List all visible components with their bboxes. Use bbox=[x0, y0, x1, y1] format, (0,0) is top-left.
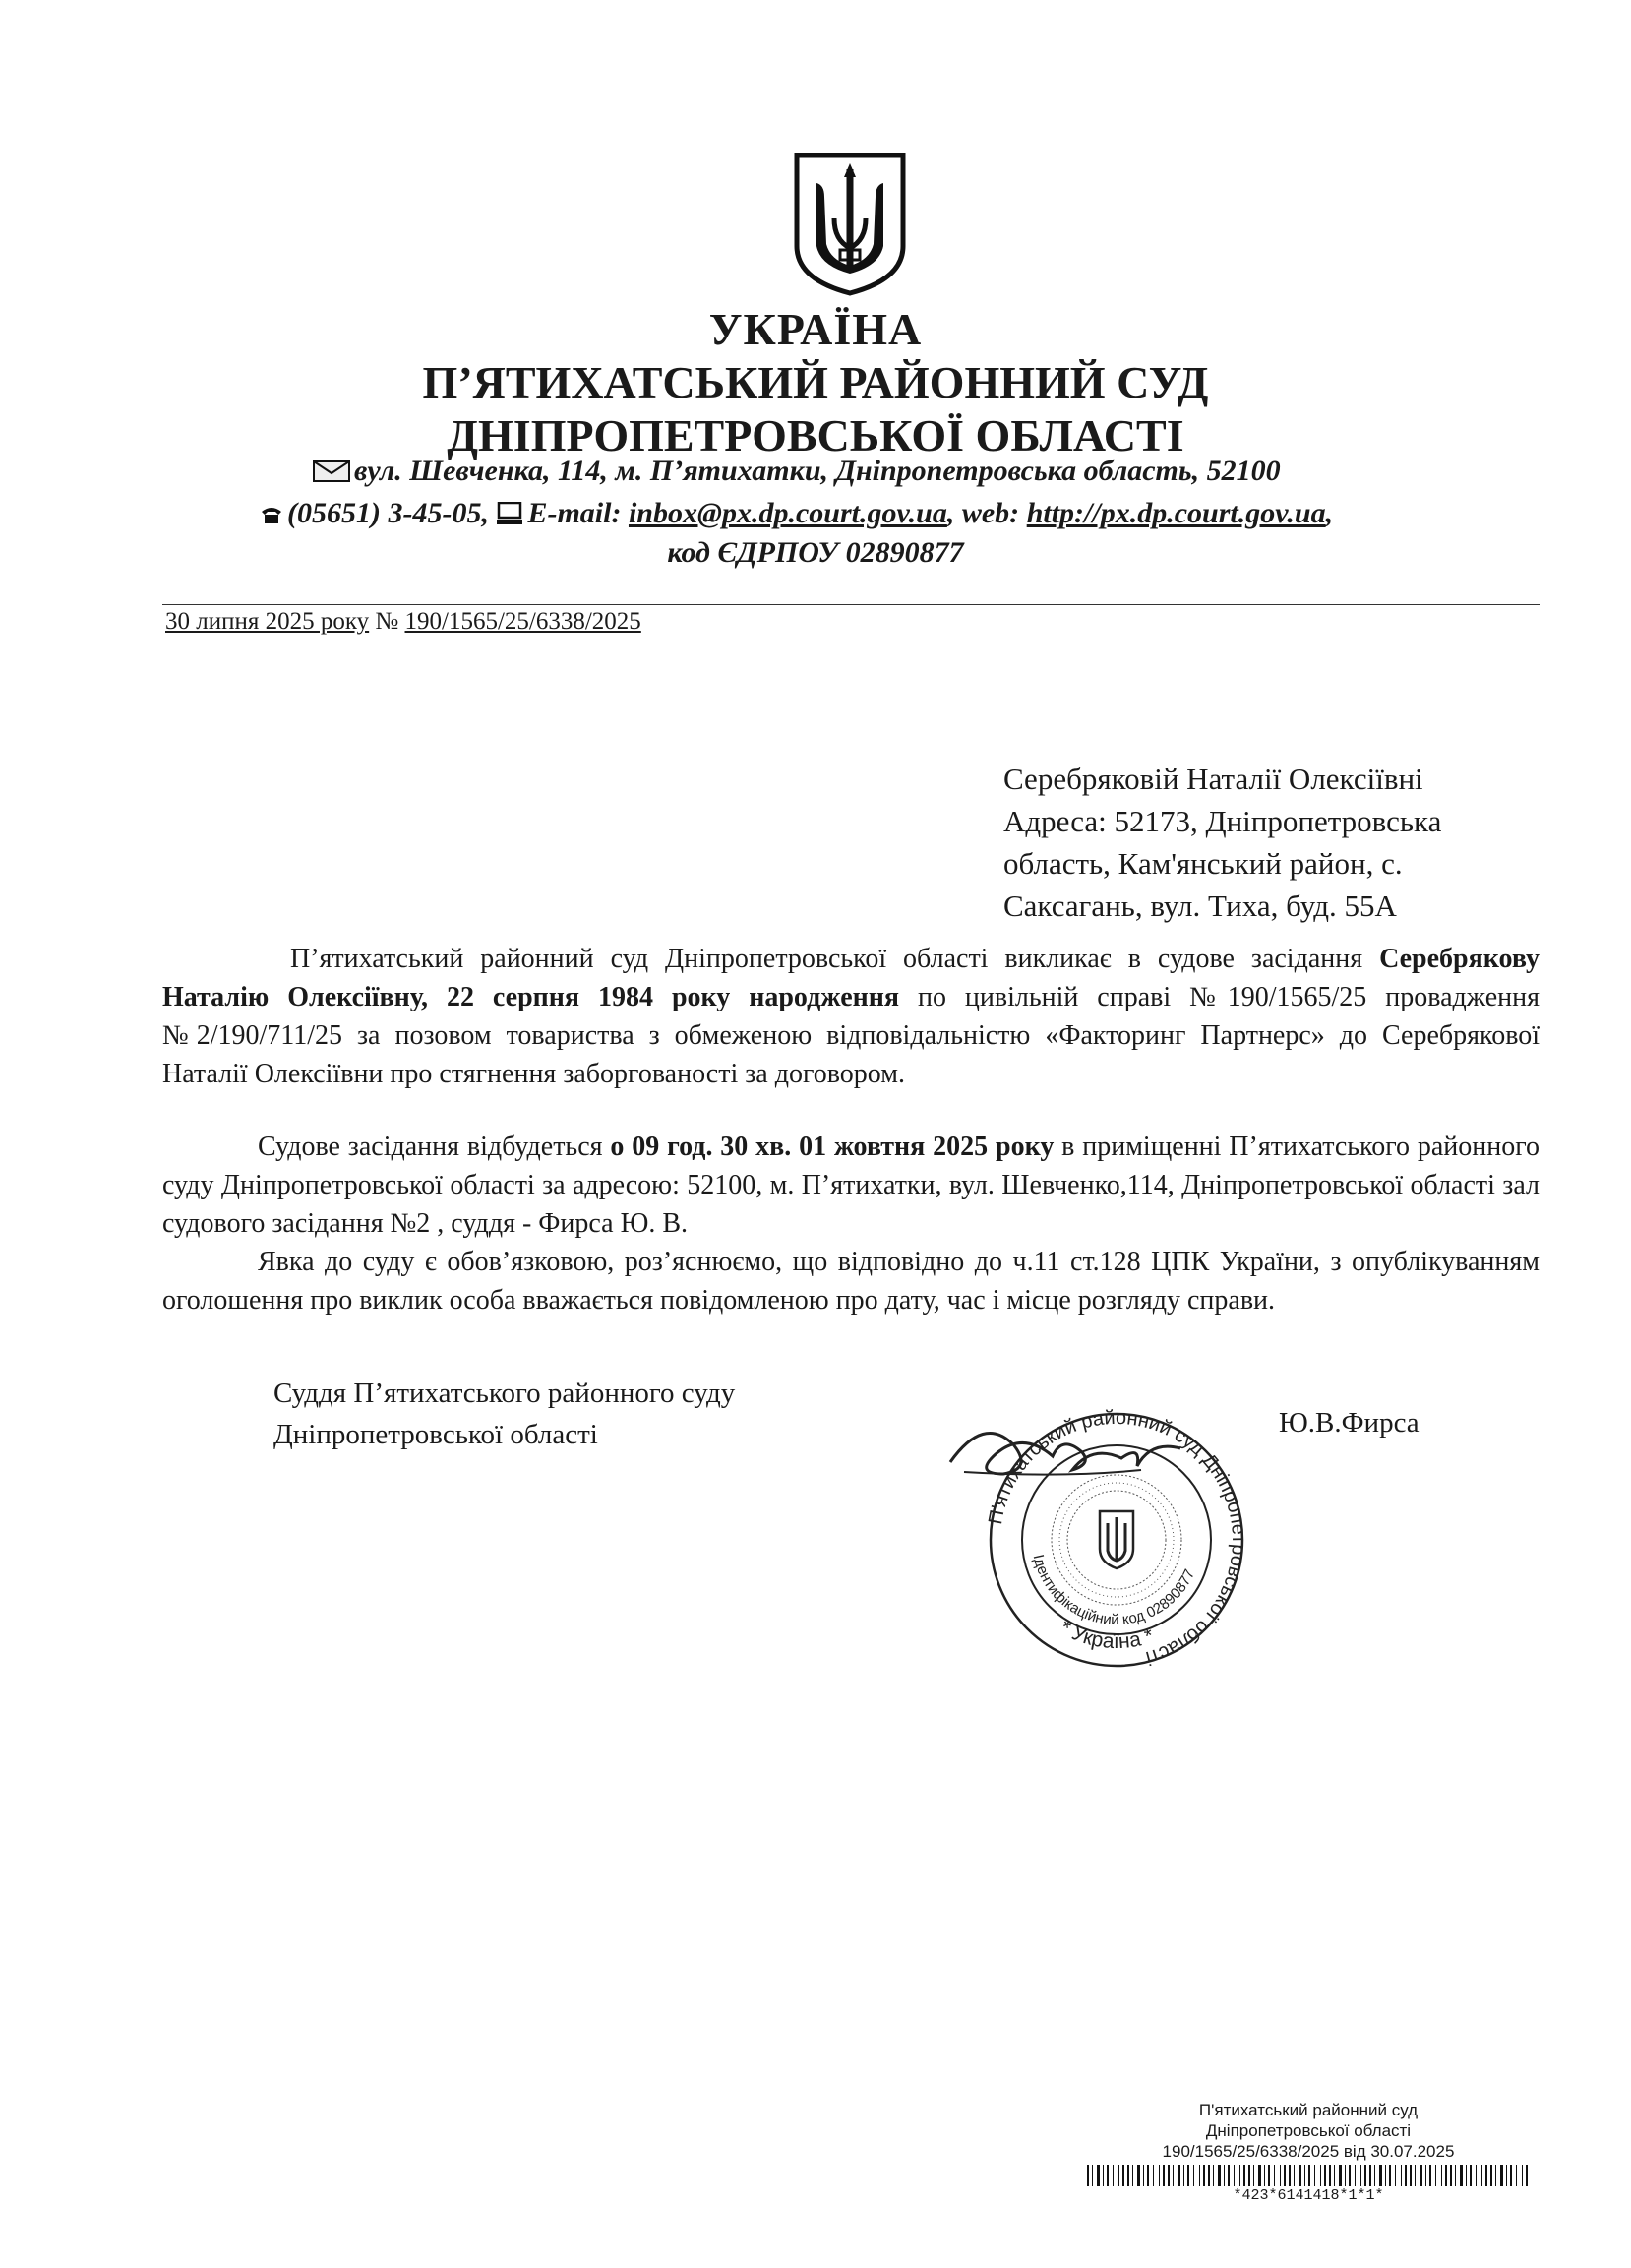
court-email-link[interactable]: inbox@px.dp.court.gov.ua bbox=[628, 497, 947, 529]
summons-paragraph bbox=[162, 940, 1540, 1093]
footer-doc-ref: 190/1565/25/6338/2025 від 30.07.2025 bbox=[1162, 2142, 1455, 2161]
court-stamp bbox=[944, 1376, 1279, 1671]
header-country: УКРАЇНА bbox=[708, 304, 923, 354]
attendance-text: Явка до суду є обов’язковою, роз’яснюємо, що відповідно до ч.11 ст.128 ЦПК України, з опублікуванням оголошення про виклик особа вважається повідомленою про дату, час і місце розгляду справи. bbox=[162, 1247, 1540, 1316]
letter-date-number bbox=[165, 608, 641, 636]
letter-date: 30 липня 2025 року bbox=[165, 608, 370, 635]
footer-region: Дніпропетровської області bbox=[1205, 2121, 1412, 2140]
addressee-address-line: Саксагань, вул. Тиха, буд. 55А bbox=[1003, 889, 1397, 923]
judge-title-line: Суддя П’ятихатського районного суду bbox=[273, 1378, 736, 1409]
header-divider bbox=[162, 604, 1540, 605]
summons-text: П’ятихатський районний суд Дніпропетровської області викликає в судове засідання bbox=[290, 944, 1363, 974]
email-label: E-mail: bbox=[527, 497, 622, 529]
letter-number: 190/1565/25/6338/2025 bbox=[404, 608, 641, 635]
web-tail: , bbox=[1325, 497, 1334, 529]
footer-barcode-text: *423*6141418*1*1* bbox=[1233, 2187, 1384, 2204]
case-details: по цивільній справі №190/1565/25 провадження №2/190/711/25 за позовом товариства з обмеженою відповідальністю «Факторинг Партнерс» до Серебрякової Наталії Олексіївни про стягнення заборгованості за договором. bbox=[162, 982, 1540, 1089]
coat-of-arms-icon bbox=[791, 150, 909, 297]
footer-court-name: П'ятихатський районний суд bbox=[1198, 2101, 1419, 2119]
court-edrpou: код ЄДРПОУ 02890877 bbox=[667, 536, 964, 569]
stamp-trident-icon bbox=[1100, 1511, 1133, 1568]
computer-icon bbox=[496, 502, 523, 525]
court-address-text: вул. Шевченка, 114, м. П’ятихатки, Дніпропетровська область, 52100 bbox=[354, 455, 1281, 487]
court-address bbox=[313, 455, 1281, 488]
header-court-name: П’ЯТИХАТСЬКИЙ РАЙОННИЙ СУД bbox=[422, 357, 1209, 407]
phone-icon bbox=[260, 504, 283, 525]
header-region: ДНІПРОПЕТРОВСЬКОЇ ОБЛАСТІ bbox=[447, 410, 1184, 460]
court-phone: (05651) 3-45-05, bbox=[287, 497, 489, 529]
attendance-paragraph bbox=[162, 1243, 1540, 1319]
addressee-name: Серебряковій Наталії Олексіївні bbox=[1003, 762, 1423, 796]
addressee-block bbox=[1003, 758, 1466, 927]
stamp-inner-text: Ідентифікаційний код 02890877 bbox=[1029, 1553, 1199, 1629]
judge-title-line: Дніпропетровської області bbox=[273, 1419, 598, 1450]
envelope-icon bbox=[313, 460, 350, 483]
hearing-datetime: о 09 год. 30 хв. 01 жовтня 2025 року bbox=[610, 1132, 1055, 1162]
addressee-address-line: область, Кам'янський район, с. bbox=[1003, 846, 1403, 881]
hearing-location: в приміщенні П’ятихатського районного суду Дніпропетровської області за адресою: 52100, м. П’ятихатки, вул. Шевченко,114, Дніпропетровської області зал судового засідання №2 , суддя - Фирса Ю. В. bbox=[162, 1132, 1540, 1239]
addressee-address-line: Адреса: 52173, Дніпропетровська bbox=[1003, 804, 1442, 838]
hearing-paragraph bbox=[162, 1128, 1540, 1243]
stamp-bottom-text: * Україна * bbox=[1056, 1616, 1157, 1654]
barcode-icon bbox=[1087, 2165, 1535, 2186]
letter-number-sign: № bbox=[375, 608, 399, 635]
signature-title bbox=[273, 1373, 735, 1455]
defendant-name: Серебрякову Наталію Олексіївну, 22 серпня 1984 року народження bbox=[162, 944, 1540, 1012]
stamp-outer-text: П'ятихатський районний суд Дніпропетровської області bbox=[985, 1406, 1250, 1669]
judge-name: Ю.В.Фирса bbox=[1279, 1407, 1420, 1439]
web-label: , web: bbox=[946, 497, 1020, 529]
hearing-text: Судове засідання відбудеться bbox=[258, 1132, 603, 1162]
court-website-link[interactable]: http://px.dp.court.gov.ua bbox=[1026, 497, 1326, 529]
court-contacts bbox=[260, 497, 1333, 530]
